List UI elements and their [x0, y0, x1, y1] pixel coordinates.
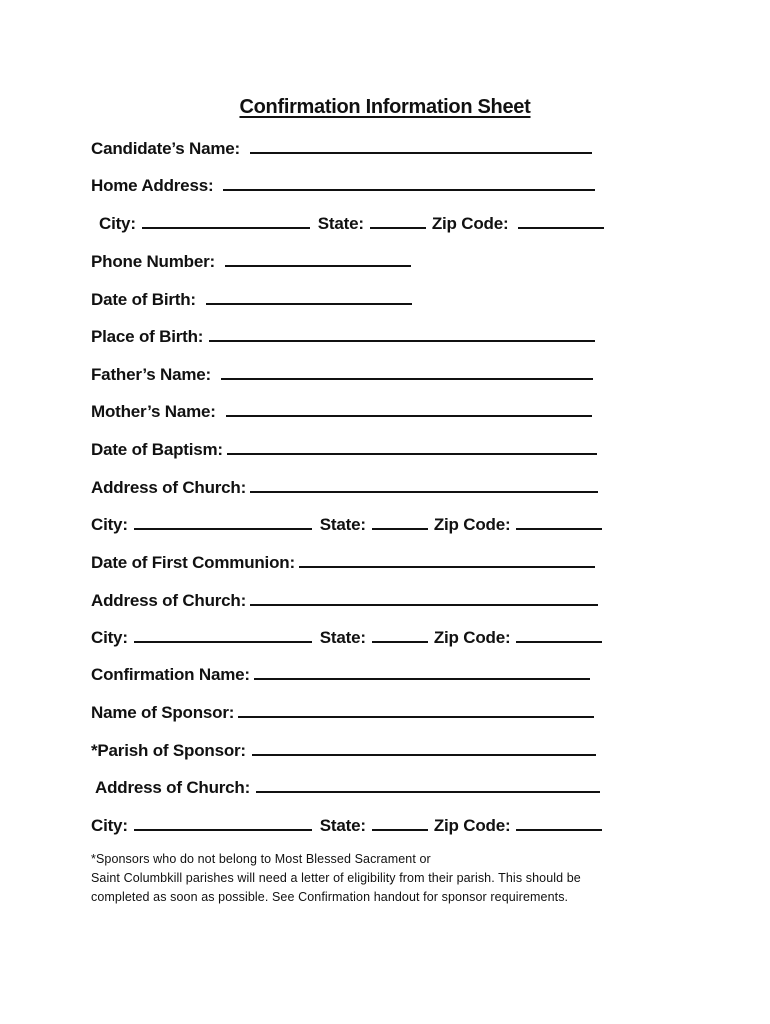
baptism-date-label: Date of Baptism: [91, 440, 223, 459]
city-field-4[interactable] [134, 815, 312, 831]
baptism-church-label: Address of Church: [91, 478, 247, 497]
candidate-name-row [91, 138, 592, 159]
city-state-zip-row-3 [91, 627, 602, 648]
city-label-1: City: [99, 214, 136, 233]
phone-label: Phone Number: [91, 252, 215, 271]
city-label-2: City: [91, 515, 128, 534]
zip-field-2[interactable] [516, 514, 602, 530]
confirmation-name-row [91, 664, 590, 685]
dob-row [91, 289, 412, 310]
footnote [91, 850, 691, 907]
home-address-row [91, 175, 595, 196]
phone-row [91, 251, 411, 272]
city-field-3[interactable] [134, 627, 312, 643]
state-label-1: State: [317, 214, 364, 233]
sponsor-name-field[interactable] [238, 702, 594, 718]
pob-label: Place of Birth: [91, 327, 204, 346]
zip-field-3[interactable] [516, 627, 602, 643]
city-field-2[interactable] [134, 514, 312, 530]
zip-field-4[interactable] [516, 815, 602, 831]
sponsor-church-field[interactable] [256, 777, 600, 793]
communion-date-field[interactable] [299, 552, 595, 568]
city-label-3: City: [91, 628, 128, 647]
communion-church-row [91, 590, 598, 611]
state-label-4: State: [319, 816, 366, 835]
confirmation-name-label: Confirmation Name: [91, 665, 250, 684]
state-field-3[interactable] [372, 627, 428, 643]
candidate-name-field[interactable] [250, 138, 592, 154]
city-state-zip-row-4 [91, 815, 602, 836]
sponsor-name-label: Name of Sponsor: [91, 703, 235, 722]
baptism-date-row [91, 439, 597, 460]
sponsor-church-label: Address of Church: [95, 778, 251, 797]
zip-label-1: Zip Code: [431, 214, 509, 233]
candidate-name-label: Candidate’s Name: [91, 139, 241, 158]
zip-label-3: Zip Code: [433, 628, 511, 647]
state-field-4[interactable] [372, 815, 428, 831]
home-address-label: Home Address: [91, 176, 214, 195]
baptism-church-field[interactable] [250, 477, 598, 493]
communion-date-row [91, 552, 595, 573]
sponsor-church-row [95, 777, 600, 798]
confirmation-name-field[interactable] [254, 664, 590, 680]
sponsor-parish-field[interactable] [252, 740, 596, 756]
footnote-line-1: *Sponsors who do not belong to Most Blessed Sacrament or [91, 852, 431, 866]
mother-field[interactable] [226, 401, 592, 417]
baptism-date-field[interactable] [227, 439, 597, 455]
baptism-church-row [91, 477, 598, 498]
state-field-1[interactable] [370, 213, 426, 229]
city-label-4: City: [91, 816, 128, 835]
mother-row [91, 401, 592, 422]
pob-row [91, 326, 595, 347]
footnote-line-2: Saint Columbkill parishes will need a letter of eligibility from their parish. This should be [91, 871, 581, 885]
sponsor-parish-label: *Parish of Sponsor: [91, 741, 246, 760]
city-state-zip-row-2 [91, 514, 602, 535]
pob-field[interactable] [209, 326, 595, 342]
phone-field[interactable] [225, 251, 411, 267]
father-field[interactable] [221, 364, 593, 380]
sponsor-parish-row [91, 740, 596, 761]
communion-church-label: Address of Church: [91, 591, 247, 610]
mother-label: Mother’s Name: [91, 402, 216, 421]
father-label: Father’s Name: [91, 365, 212, 384]
zip-label-2: Zip Code: [433, 515, 511, 534]
city-field-1[interactable] [142, 213, 310, 229]
state-label-3: State: [319, 628, 366, 647]
city-state-zip-row-1 [99, 213, 604, 234]
dob-label: Date of Birth: [91, 290, 196, 309]
state-label-2: State: [319, 515, 366, 534]
footnote-line-3: completed as soon as possible. See Confirmation handout for sponsor requirements. [91, 890, 569, 904]
home-address-field[interactable] [223, 175, 595, 191]
dob-field[interactable] [206, 289, 412, 305]
communion-date-label: Date of First Communion: [91, 553, 295, 572]
zip-field-1[interactable] [518, 213, 604, 229]
page-title: Confirmation Information Sheet [239, 96, 531, 118]
sponsor-name-row [91, 702, 594, 723]
communion-church-field[interactable] [250, 590, 598, 606]
state-field-2[interactable] [372, 514, 428, 530]
zip-label-4: Zip Code: [433, 816, 511, 835]
father-row [91, 364, 593, 385]
